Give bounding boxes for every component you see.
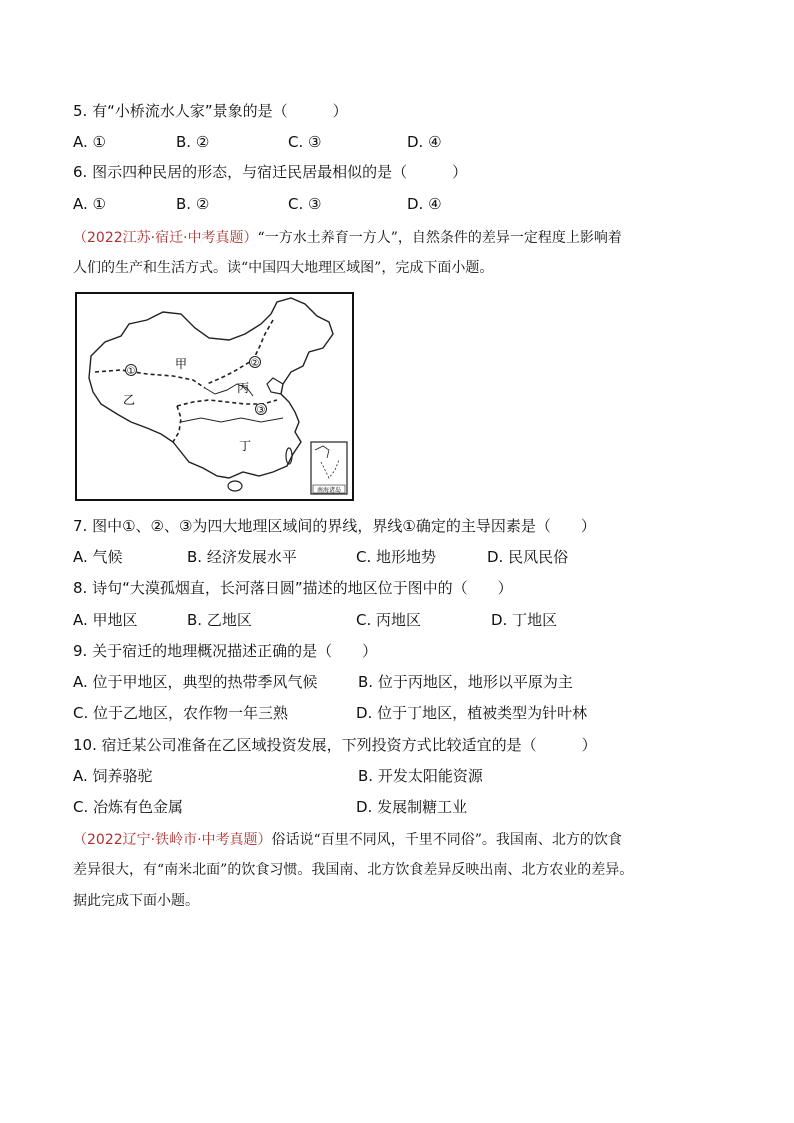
question-7-option-d: D. 民风民俗 — [487, 548, 569, 566]
question-9-option-b: B. 位于丙地区，地形以平原为主 — [358, 673, 573, 691]
question-7-option-c: C. 地形地势 — [356, 548, 437, 566]
question-8-stem: 8. 诗句“大漠孤烟直，长河落日圆”描述的地区位于图中的（ ） — [73, 579, 513, 597]
question-7-option-b: B. 经济发展水平 — [187, 548, 297, 566]
coast-detail — [267, 378, 283, 394]
question-9-stem: 9. 关于宿迁的地理概况描述正确的是（ ） — [73, 642, 378, 660]
question-6-stem: 6. 图示四种民居的形态，与宿迁民居最相似的是（ ） — [73, 163, 468, 181]
boundary-line-2 — [207, 320, 273, 384]
question-10-stem: 10. 宿迁某公司准备在乙区域投资发展，下列投资方式比较适宜的是（ ） — [73, 736, 597, 754]
question-5-option-d: D. ④ — [407, 133, 442, 151]
passage-text: 俗话说“百里不同风，千里不同俗”。我国南、北方的饮食 — [271, 832, 622, 848]
question-8-option-b: B. 乙地区 — [187, 611, 252, 629]
question-10-option-c: C. 冶炼有色金属 — [73, 798, 184, 816]
question-5-option-c: C. ③ — [288, 133, 322, 151]
question-9-option-a: A. 位于甲地区，典型的热带季风气候 — [73, 673, 318, 691]
label-line-3: ③ — [256, 405, 266, 416]
inset-caption: 南海诸岛 — [316, 487, 342, 494]
china-map-svg — [77, 294, 352, 499]
question-7-stem: 7. 图中①、②、③为四大地理区域间的界线，界线①确定的主导因素是（ ） — [73, 517, 596, 535]
region-d-label: 丁 — [239, 439, 252, 453]
passage-2-line-3: 据此完成下面小题。 — [73, 893, 199, 909]
hainan-island — [228, 481, 242, 491]
question-5-option-a: A. ① — [73, 133, 106, 151]
boundary-line-1 — [95, 370, 205, 388]
question-9-option-c: C. 位于乙地区，农作物一年三熟 — [73, 704, 289, 722]
question-5-stem: 5. 有“小桥流水人家”景象的是（ ） — [73, 102, 348, 120]
question-8-option-d: D. 丁地区 — [491, 611, 558, 629]
question-6-option-a: A. ① — [73, 195, 106, 213]
boundary-line-4 — [173, 406, 181, 442]
question-8-option-a: A. 甲地区 — [73, 611, 138, 629]
question-10-option-d: D. 发展制糖工业 — [356, 798, 468, 816]
region-c-label: 丙 — [237, 381, 250, 395]
passage-2-line-2: 差异很大，有“南米北面”的饮食习惯。我国南、北方饮食差异反映出南、北方农业的差异。 — [73, 862, 634, 878]
question-5-option-b: B. ② — [176, 133, 210, 151]
question-10-option-b: B. 开发太阳能资源 — [358, 767, 483, 785]
passage-1-line-2: 人们的生产和生活方式。读“中国四大地理区域图”，完成下面小题。 — [73, 260, 494, 276]
question-8-option-c: C. 丙地区 — [356, 611, 422, 629]
question-6-option-c: C. ③ — [288, 195, 322, 213]
source-label: （2022江苏·宿迁·中考真题） — [73, 230, 258, 246]
passage-text: “一方水土养育一方人”，自然条件的差异一定程度上影响着 — [257, 230, 622, 246]
region-b-label: 乙 — [123, 393, 136, 407]
label-line-1: ① — [126, 366, 136, 377]
question-6-option-b: B. ② — [176, 195, 210, 213]
question-10-option-a: A. 饲养骆驼 — [73, 767, 153, 785]
china-regions-map — [75, 292, 354, 501]
region-a-label: 甲 — [175, 357, 188, 371]
passage-2-line-1 — [73, 829, 622, 850]
river-line-2 — [181, 418, 283, 422]
source-label: （2022辽宁·铁岭市·中考真题） — [73, 832, 272, 848]
question-6-option-d: D. ④ — [407, 195, 442, 213]
label-line-2: ② — [250, 358, 260, 369]
question-7-option-a: A. 气候 — [73, 548, 123, 566]
question-9-option-d: D. 位于丁地区，植被类型为针叶林 — [356, 704, 588, 722]
passage-1-line-1 — [73, 227, 622, 248]
china-outline — [89, 298, 333, 478]
